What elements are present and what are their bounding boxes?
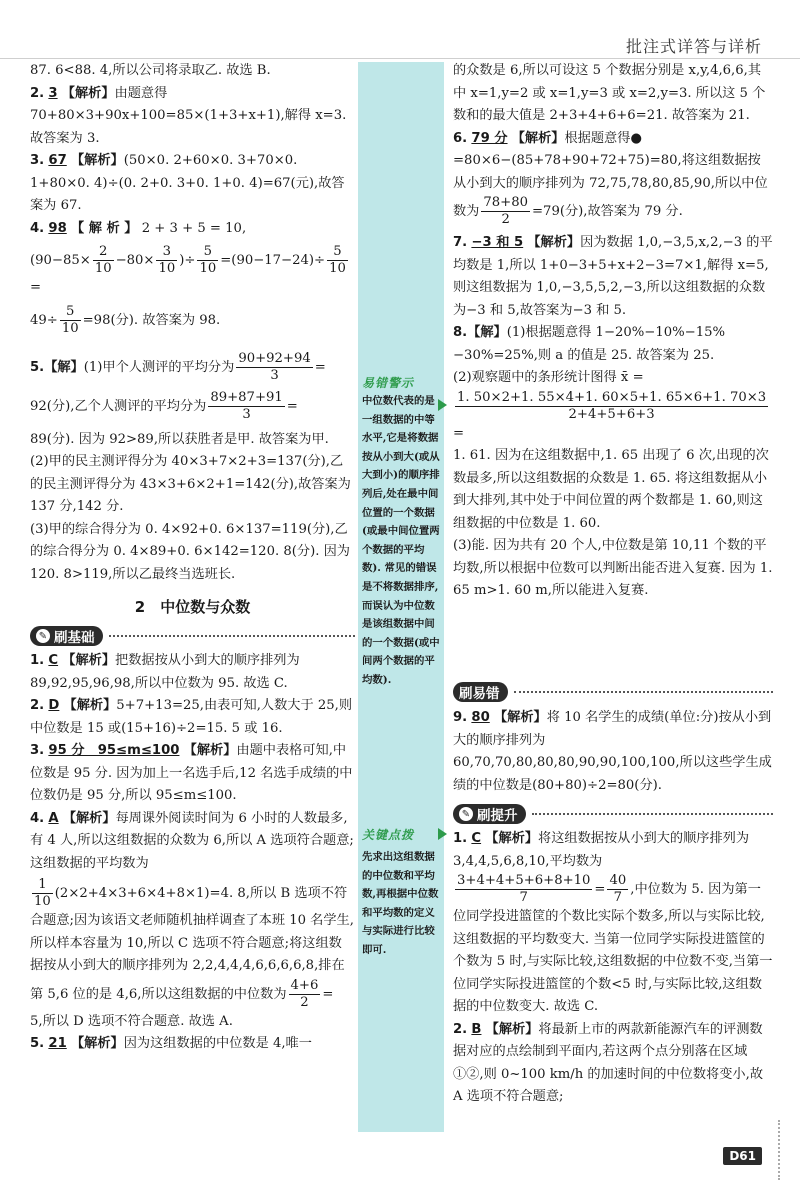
arrow-icon bbox=[438, 828, 447, 840]
answer-item-c2: 2. B 【解析】将最新上市的两款新能源汽车的评测数据对应的点绘制到平面内,若这两个点分别落在区域①②,则 0~100 km/h 的加速时间的中位数将变小,故 A 选项不符合题意; bbox=[453, 1021, 764, 1104]
answer-item-7: 7. −3 和 5 【解析】因为数据 1,0,−3,5,x,2,−3 的平均数是 1,所以 1+0−3+5+x+2−3=7×1,解得 x=5,则这组数据为 1,0,−3,5,5,2,−3,所以这组数据的众数为−3 和 5,故答案为−3 和 5. bbox=[453, 235, 773, 318]
text-line: 的众数是 6,所以可设这 5 个数据分别是 x,y,4,6,6,其中 x=1,y=2 或 x=1,y=3 或 x=2,y=3. 所以这 5 个数和的最大值是 2+3+4+6+6=21. 故答案为 21. bbox=[453, 63, 766, 123]
left-column bbox=[30, 60, 355, 586]
fraction: $\frac{4+6}{2}$ bbox=[290, 977, 319, 1010]
text-line: 1. 61. 因为在这组数据中,1. 65 出现了 6 次,出现的次数最多,所以这组数据的众数是 1. 65. 将这组数据从小到大排列,其中处于中间位置的两个数都是 1. 60,则这组数据的中位数是 1. 60. bbox=[453, 448, 769, 531]
answer-item-b2: 2. D 【解析】5+7+13=25,由表可知,人数大于 25,则中位数是 15 或(15+16)÷2=15. 5 或 16. bbox=[30, 698, 353, 736]
answer-item-b3: 3. 95 分 95≤m≤100 【解析】由题中表格可知,中位数是 95 分. 因为加上一名选手后,12 名选手成绩的中位数仍是 95 分,所以 95≤m≤100. bbox=[30, 743, 353, 803]
right-column-lower bbox=[453, 828, 773, 1109]
page-number: D61 bbox=[723, 1147, 762, 1165]
answer-item-6: 6. 79 分 【解析】根据题意得● =80×6−(85+78+90+72+75)=80,将这组数据按从小到大的顺序排列为 72,75,78,80,85,90,所以中位数为 $\frac{78+80}{2}$ =79(分),故答案为 79 分. bbox=[453, 130, 768, 227]
fraction: $\frac{2}{10}$ bbox=[94, 244, 112, 276]
text-line: 92(分),乙个人测评的平均分为 $\frac{89+87+91}{3}$ = bbox=[30, 389, 298, 422]
answer-item-9: 9. 80 【解析】将 10 名学生的成绩(单位:分)按从小到大的顺序排列为 60,70,70,80,80,80,90,90,100,100,所以这些学生成绩的中位数是(80+80)÷2=80(分). bbox=[453, 710, 772, 793]
answer-item-8: 8.【解】(1)根据题意得 1−20%−10%−15%−30%=25%,则 a 的值是 25. 故答案为 25. bbox=[453, 325, 726, 363]
header-title: 批注式详答与详析 bbox=[625, 37, 762, 56]
fraction: $\frac{3}{10}$ bbox=[158, 244, 176, 276]
note-title-key-point: 关键点拨 bbox=[362, 828, 415, 842]
answer-item-4: 4. 98 【 解 析 】 2 + 3 + 5 = 10, bbox=[30, 220, 247, 236]
pencil-icon: ✎ bbox=[36, 629, 50, 643]
left-column-lower bbox=[30, 650, 355, 1056]
fraction: $\frac{1. 50\times 2+1. 55\times 4+1. 60\times 5+1. 65\times 6+1. 70\times 3}{2+4+5+6+3}$ bbox=[457, 389, 767, 422]
fraction: $\frac{40}{7}$ bbox=[609, 873, 627, 905]
note-title-common-error: 易错警示 bbox=[362, 376, 415, 390]
right-column-mid bbox=[453, 707, 773, 797]
formula-line: (90−85× $\frac{2}{10}$ −80× $\frac{3}{10}$ )÷ $\frac{5}{10}$ =(90−17−24)÷ $\frac{5}{10}$ = bbox=[30, 244, 346, 295]
answer-item-b5: 5. 21 【解析】因为这组数据的中位数是 4,唯一 bbox=[30, 1036, 312, 1051]
text-line: (2)甲的民主测评得分为 40×3+7×2+3=137(分),乙的民主测评得分为 43×3+6×2+1=142(分),故答案为 137 分,142 分. bbox=[30, 454, 351, 514]
formula-line: 49÷ $\frac{5}{10}$ =98(分). 故答案为 98. bbox=[30, 303, 221, 336]
page-edge-dots bbox=[766, 1120, 780, 1180]
fraction: $\frac{90+92+94}{3}$ bbox=[238, 350, 311, 383]
right-column bbox=[453, 60, 773, 603]
fraction: $\frac{78+80}{2}$ bbox=[483, 195, 528, 227]
text-line: 87. 6<88. 4,所以公司将录取乙. 故选 B. bbox=[30, 63, 271, 78]
divider bbox=[514, 691, 774, 693]
banner-error-prone: 刷易错 bbox=[453, 682, 773, 702]
fraction: $\frac{5}{10}$ bbox=[329, 244, 346, 276]
answer-item-c1: 1. C 【解析】将这组数据按从小到大的顺序排列为 3,4,4,5,6,8,10,平均数为 bbox=[453, 831, 750, 869]
fraction: $\frac{3+4+4+5+6+8+10}{7}$ bbox=[457, 873, 591, 905]
fraction: $\frac{5}{10}$ bbox=[61, 303, 79, 336]
fraction: $\frac{1}{10}$ bbox=[34, 877, 51, 909]
text-line: 89(分). 因为 92>89,所以获胜者是甲. 故答案为甲. bbox=[30, 431, 329, 447]
formula-line: $\frac{1}{10}$ (2×2+4×3+6×4+8×1)=4. 8,所以 B 选项不符合题意;因为该语文老师随机抽样调查了本班 10 名学生,所以样本容量为 10,所以 C 选项不符合题意;将这组数据按从小到大的顺序排列为 2,2,4,4,4,6,6,6,6,8,排在第 5,6 位的是 4,6,所以这组数据的中位数为 $\frac{4+6}{2}$ = bbox=[30, 877, 354, 1010]
answer-item-b4: 4. A 【解析】每周课外阅读时间为 6 小时的人数最多,有 4 人,所以这组数据的众数为 6,所以 A 选项符合题意;这组数据的平均数为 bbox=[30, 810, 354, 871]
formula-line: $\frac{1. 50\times 2+1. 55\times 4+1. 60\times 5+1. 65\times 6+1. 70\times 3}{2+4+5+6+3}$ = bbox=[453, 389, 767, 441]
section-title: 2 中位数与众数 bbox=[134, 598, 251, 616]
banner-basic: ✎ 刷基础 bbox=[30, 626, 355, 646]
text-line: 5,所以 D 选项不符合题意. 故选 A. bbox=[30, 1013, 233, 1029]
fraction: $\frac{5}{10}$ bbox=[199, 244, 217, 276]
fraction: $\frac{89+87+91}{3}$ bbox=[210, 389, 283, 422]
formula-line: $\frac{3+4+4+5+6+8+10}{7}$ = $\frac{40}{7}$ ,中位数为 5. 因为第一位同学投进篮筐的个数比实际个数多,所以与实际比较,这组数据的平均数变大. 当第一位同学实际投进篮筐的个数为 5 时,与实际比较,这组数据的中位数不变,当第一位同学实际投进篮筐的个数<5 时,与实际比较,这组数据的中位数变大. 故选 C. bbox=[453, 873, 773, 1014]
note-text-common-error: 中位数代表的是一组数据的中等水平,它是将数据按从小到大(或从大到小)的顺序排列后,处在最中间位置的一个数据(或最中间位置两个数据的平均数). 常见的错误是不将数据排序,而误认为中位数是该组数据中间的一个数据(或中间两个数据的平均数). bbox=[362, 395, 440, 686]
divider bbox=[532, 813, 774, 815]
pencil-icon: ✎ bbox=[459, 807, 473, 821]
header-rule bbox=[0, 58, 800, 59]
text-line: (3)能. 因为共有 20 个人,中位数是第 10,11 个数的平均数,所以根据中位数可以判断出能否进入复赛. 因为 1. 65 m>1. 60 m,所以能进入复赛. bbox=[453, 538, 773, 598]
text-line: (3)甲的综合得分为 0. 4×92+0. 6×137=119(分),乙的综合得分为 0. 4×89+0. 6×142=120. 8(分). 因为 120. 8>119,所以乙最终当选班长. bbox=[30, 521, 350, 582]
banner-advanced: ✎ 刷提升 bbox=[453, 804, 773, 824]
divider bbox=[109, 635, 356, 637]
answer-item-2: 2. 3 【解析】由题意得 70+80×3+90x+100=85×(1+3+x+1),解得 x=3. 故答案为 3. bbox=[30, 85, 347, 146]
answer-item-5: 5.【解】(1)甲个人测评的平均分为 $\frac{90+92+94}{3}$ = bbox=[30, 350, 326, 383]
answer-item-b1: 1. C 【解析】把数据按从小到大的顺序排列为 89,92,95,96,98,所以中位数为 95. 故选 C. bbox=[30, 653, 300, 691]
note-text-key-point: 先求出这组数据的中位数和平均数,再根据中位数和平均数的定义与实际进行比较即可. bbox=[362, 851, 439, 956]
answer-item-3: 3. 67 【解析】(50×0. 2+60×0. 3+70×0. 1+80×0. 4)÷(0. 2+0. 3+0. 1+0. 4)=67(元),故答案为 67. bbox=[30, 153, 345, 213]
text-line: (2)观察题中的条形统计图得 x̄ = bbox=[453, 370, 644, 385]
